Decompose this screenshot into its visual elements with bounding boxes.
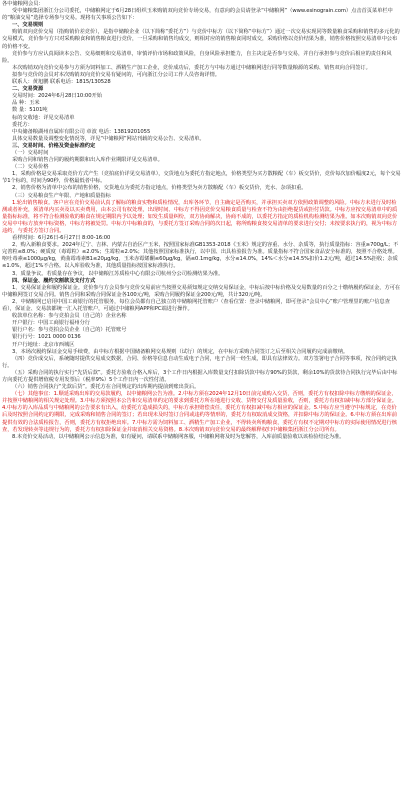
paragraph: 本次购销双向竞价交易参与方须为饲料加工、酒精生产加工企业，竞价成功后，委托方与中标方通过中储粮网进行同等数量粮源的采购、销售双向合同签订。 <box>12 64 371 71</box>
paragraph: 数 量：5101吨 <box>12 107 48 114</box>
paragraph: 中央储备粮湖州直属库有限公司 章波 电话：13819201055 <box>12 128 151 135</box>
paragraph: 2、购入新粮食要求。2024年辽宁、吉林、内蒙古自治区产玉米，按照国家标准GB1353-2018《玉米》规定的容重、水分、杂质等，执行质量指标：容重≥700g/L；不完善粒≤8.0%；硬质度（毒霉粒）≤2.0%；生霉粒≤2.0%；其他按照国家标准执行，以中国、出具检验报告为准。质量指标不符合国家食品安全标准的，按照不合格处理。呕吐毒素≤1000μg/kg，黄曲霉毒素B1≤20μg/kg，玉米赤霉烯酮≤60μg/kg，镉≤0.1mg/kg，水分≤14.0%，14%＜水分≤14.5%扣价1.2元/吨，超过14.5%拒收；杂质≤1.0%，超过1%不合格。以入库验收为准，其他质量指标按国家标准执行。 <box>2 242 399 270</box>
paragraph: 拟参与竞价的会员对本次购销双向竞价交易有疑问的，可向浙江分公司工作人员咨询详情。 <box>12 71 220 78</box>
paragraph: 品 种：玉米 <box>12 100 40 107</box>
paragraph: （二）交易价格 <box>12 164 49 171</box>
paragraph: （五）采购合同的执行实行“先货后款”。委托方验收合格入库后，3个工作日内根据入库数量支付扣除货款中标方90%的货款，剩余10%的货款待合同执行完毕后由中标方向委托方提供增值税专用发票后（税率9%）5个工作日内一次性付清。 <box>2 369 398 383</box>
paragraph: 1、交易保证金和履约保证金。竞价参与方会员参与竞价交易前应当按照交易须知规定交纳交易保证金，中标后按中标价格及交易数量的百分之十缴纳履约保证金，方可在中储粮网签订交易合同。销售合同和采购合同保证金各100元/吨，采购合同履约保证金200元/吨，共计320元/吨。 <box>2 284 401 298</box>
section-heading: 二、交易资源 <box>12 86 44 93</box>
paragraph: 联系人：黄旭鹏 联系电话：1815/130528 <box>12 79 111 86</box>
paragraph: （七）其他事宜：1.顺延采购出库的交易款履约，以中储粮网公告为准。2.中标方须在2024年12月10日前完成购入交货，否则，委托方有权扣除中标方缴纳的保证金，并按照中储粮网的相关规定处理。3.中标方须按照本公告和交易清单约定的要求到委托方所在地进行交收、货物交付及质量验收，否则，委托方有权扣减中标方部分保证金。4.中标方的入库品质与中储粮网的公告要求有出入，给委托方造成损失的，中标方承担赔偿责任，委托方有权扣减中标方相应的保证金。5.中标方应当遵守中标规定，在竞价后及时按照合同约定的期限，完成采购和销售合同的签订；若出现未及时签订合同或违约等情形的，委托方有权取消成交资格，并扣除中标方的保证金。6.中标方须在出库前提供有效的合法质检报告，否则，委托方有权拒绝出库。7.中标方需为饲料加工、酒精生产加工企业，不得转卖所购粮食，委托方有权不定期对中标方的实际使用情况进行核查，若发现转卖等违规行为的，委托方有权扣除保证金并取消相关交易资格。8.本次购销双向竞价交易的最终解释权归中储粮集团浙江分公司所有。 <box>2 391 397 433</box>
paragraph: 购销双向竞价交易（指购销价差竞价），是指中储粮企业（以下简称“委托方”）与竞价中标方（以下简称“中标方”）通过一次交易实现同等数量粮食采购和销售的多元化的交易模式，竞价参与方只对采购粮食和销售粮食进行竞价，一旦采购和销售均成交，则相对应的销售粮食同时成交，采购价格以竞价结果为准，销售价格按照交易清单中公布的价格不变。 <box>2 29 400 50</box>
paragraph: 看样时间：6月26日-6月27日 8:00-16:00 <box>12 235 111 242</box>
paragraph: 2、中储粮网已启用中国工商银行的托管服务，每位会员都有自己独立的中储粮网托管账户（查看位置：登录中储粮网，即可登录“会员中心”账户管理里的账户信息查看），保证金、交易款都统一汇入托管账户，可通过中储粮网APP和PC端进行操作。 <box>2 298 390 313</box>
section-heading: 三、交易时间、价格及资金标准约定 <box>12 142 96 149</box>
paragraph: 具体交易数量及调整变化情况等，详见“中储粮网”网站刊载的交易公告、交易清单。 <box>12 135 205 142</box>
paragraph: （一）交易时间 <box>12 149 49 156</box>
section-heading: 一、交易规则 <box>12 22 44 29</box>
paragraph: 委托方： <box>12 121 33 128</box>
paragraph: 采购合同和销售合同的履约期限和出入库作业期限详见交易清单。 <box>12 157 163 164</box>
paragraph: 1、采购价格是交易采取竞价方式产生（竞拍底价详见交易清单），交货地点为委托方指定地点，价格类型为买方散粮配（车）板交货价，竞价每次加价幅度2元，每个交易节1个标的，时间为90秒，价格最低者中标。 <box>2 171 401 185</box>
paragraph: 3、本场次履约保证金交易手续费，由中标方根据中国储备粮网交易规则（试行）的规定，在中标方采购合同签订之后至相关合同履约完成前缴纳。 <box>12 348 349 355</box>
paragraph: 银行户名：参与竞拍会员企业（自己的）托管账号 <box>12 327 127 334</box>
paragraph: 标的交收地：详见交易清单 <box>12 114 75 121</box>
paragraph: 受中储粮集团浙江分公司委托，中储粮网定于6月28日组织玉米购销双向竞价专场交易，有意向的会员请登录“中储粮网”（www.esinograin.com）点击首页菜单栏中的“粮油交易”选择专场参与交易。现将有关事项公告如下： <box>2 8 393 22</box>
paragraph: （六）销售合同执行“先款后货”。委托方在合同规定的出库期内提前到账出货后。 <box>12 384 200 391</box>
paragraph: 开户行地址：北京市西城区 <box>12 341 75 348</box>
paragraph: 开户银行：中国工商银行福州分行 <box>12 320 90 327</box>
paragraph: 收款单位名称：参与竞拍会员（自己的）企业名称 <box>12 313 127 320</box>
paragraph: （四）竞价成交后，系统随时提供交易成交数据，合同、价格等信息自动生成电子合同，电子合同一经生成，即具有法律效力。双方签署电子合同等事项，按合同约定执行。 <box>2 355 397 369</box>
paragraph: 8.本竞价交易活动，以中储粮网公示信息为准，如有疑问，请联系中储粮网客服，中储粮网将及时为您解答，入库前质量验收以该检验结论为准。 <box>12 433 345 440</box>
paragraph: 竞价参与方应认真阅读本公告、交易细则和交易清单，审慎评价市场和政策风险，自身风险承担能力，自主决定是否参与交易，并自行承担参与竞价后相应的责任和风险。 <box>2 50 392 64</box>
paragraph: 银行行号：1021 0000 0136 <box>12 334 81 341</box>
paragraph: （三）交易粮食生产年限、产地和质量指标 <box>12 192 111 199</box>
paragraph: 1.轮出销售粮食。客户应在竞价交易前认真了解标的粮食实物和质检情况，出库各环节，自主确定是否购买，并承担买卖双方依照政策调整的风险。中标方未进行及时检测或者补充，须清单内买卖及以买卖费用，由本公司有权处理，出现时间、中标方不得因竞价交易粮食质量与检查不符为由拒绝提货或拒付货款。中标方应按交易清单中的质量指标标准，将不符合检测验收的粮食在规定期限内予以处理；如发生质量纠纷，双方协商解决，协商不成的，以委托方指定的质检机构检测结果为准。如本次购销双向竞价交易中中标方放弃中标资格，中标方将被处罚。中标方中标粮食的，与委托方签订采购合同的次日起，将所购粮食按交易清单的要求进行交付；未按要求执行的，视为中标方违约，与委托方签订合同。 <box>2 199 398 234</box>
section-heading: 四、保证金、履约交割款及支付方式 <box>12 277 96 284</box>
paragraph: 2、销售价格为清单中公布的销售价格，交货地点为委托方指定地点，价格类型为卖方散粮配（车）板交货价，光水、杂项扣重。 <box>12 185 307 192</box>
paragraph: 各中储粮网会员： <box>2 1 44 7</box>
paragraph: 交易时间：2024年6月28日10:00开始 <box>12 93 102 100</box>
paragraph: 3、质量争议。若质量存在争议，以中储粮江苏质检中心有限公司杭州分公司检测结果为准。 <box>12 270 224 277</box>
